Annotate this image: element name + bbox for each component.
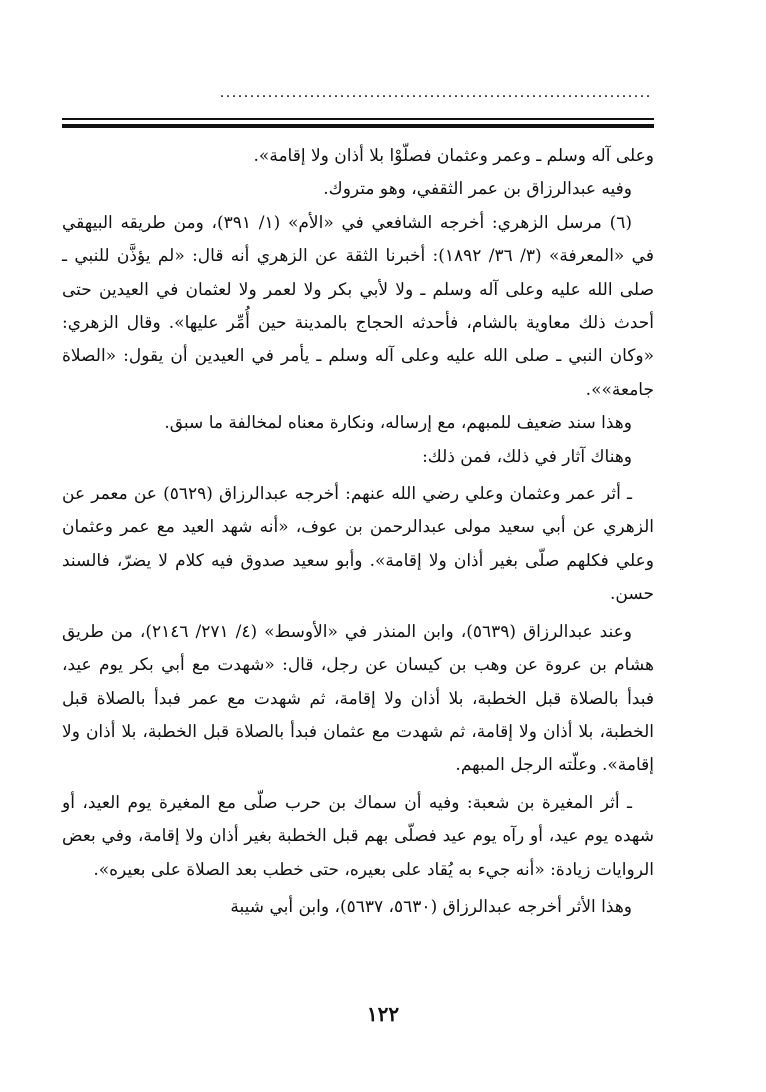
page-body bbox=[62, 140, 654, 924]
header-rule-thin bbox=[62, 118, 654, 120]
paragraph-isnad-weak: وهذا سند ضعيف للمبهم، مع إرساله، ونكارة معناه لمخالفة ما سبق. bbox=[164, 413, 632, 434]
paragraph-zuhri-mursal: (٦) مرسل الزهري: أخرجه الشافعي في «الأم» (١/ ٣٩١)، ومن طريقه البيهقي في «المعرفة» (٣/ ٣٦/ ١٨٩٢): أخبرنا الثقة عن الزهري أنه قال: «لم يؤذَّن للنبي ـ صلى الله عليه وعلى آله وسلم ـ ولا لأبي بكر ولا لعمر ولا لعثمان في العيدين حتى أحدث ذلك معاوية بالشام، فأحدثه الحجاج بالمدينة حين أُمِّر عليها». وقال الزهري: «وكان النبي ـ صلى الله عليه وعلى آله وسلم ـ يأمر في العيدين أن يقول: «الصلاة جامعة»». bbox=[62, 212, 654, 400]
paragraph-athar-umar: ـ أثر عمر وعثمان وعلي رضي الله عنهم: أخرجه عبدالرزاق (٥٦٢٩) عن معمر عن الزهري عن أبي سعيد مولى عبدالرحمن بن عوف، «أنه شهد العيد مع عمر وعثمان وعلي فكلهم صلّى بغير أذان ولا إقامة». وأبو سعيد صدوق فيه كلام لا يضرّ، فالسند حسن. bbox=[62, 484, 654, 605]
paragraph-abdulrazzaq: وعند عبدالرزاق (٥٦٣٩)، وابن المنذر في «الأوسط» (٤/ ٢٧١/ ٢١٤٦)، من طريق هشام بن عروة عن وهب بن كيسان عن رجل، قال: «شهدت مع أبي بكر يوم عيد، فبدأ بالصلاة قبل الخطبة، بلا أذان ولا إقامة، ثم شهدت مع عمر فبدأ بالصلاة قبل الخطبة، بلا أذان ولا إقامة، ثم شهدت مع عثمان فبدأ بالصلاة قبل الخطبة، بلا أذان ولا إقامة». وعلّته الرجل المبهم. bbox=[62, 621, 654, 776]
paragraph-athar-source: وهذا الأثر أخرجه عبدالرزاق (٥٦٣٠، ٥٦٣٧)، وابن أبي شيبة bbox=[230, 896, 632, 917]
paragraph-athar-mughira: ـ أثر المغيرة بن شعبة: وفيه أن سماك بن حرب صلّى مع المغيرة يوم العيد، أو شهده يوم عيد، أو رآه يوم عيد فصلّى بهم قبل الخطبة بغير أذان ولا إقامة، وفي بعض الروايات زيادة: «أنه جيء به يُقاد على بعيره، حتى خطب بعد الصلاة على بعيره». bbox=[62, 792, 654, 880]
header-rule-thick bbox=[62, 124, 654, 128]
paragraph-continuation: وعلى آله وسلم ـ وعمر وعثمان فصلّوْا بلا أذان ولا إقامة». bbox=[253, 146, 654, 166]
paragraph-narrator-note: وفيه عبدالرزاق بن عمر الثقفي، وهو متروك. bbox=[323, 179, 632, 200]
paragraph-athar-intro: وهناك آثار في ذلك، فمن ذلك: bbox=[422, 446, 632, 467]
page-number: ١٢٢ bbox=[366, 1002, 400, 1026]
header-dotted-line: ........................................................................ bbox=[220, 84, 652, 101]
